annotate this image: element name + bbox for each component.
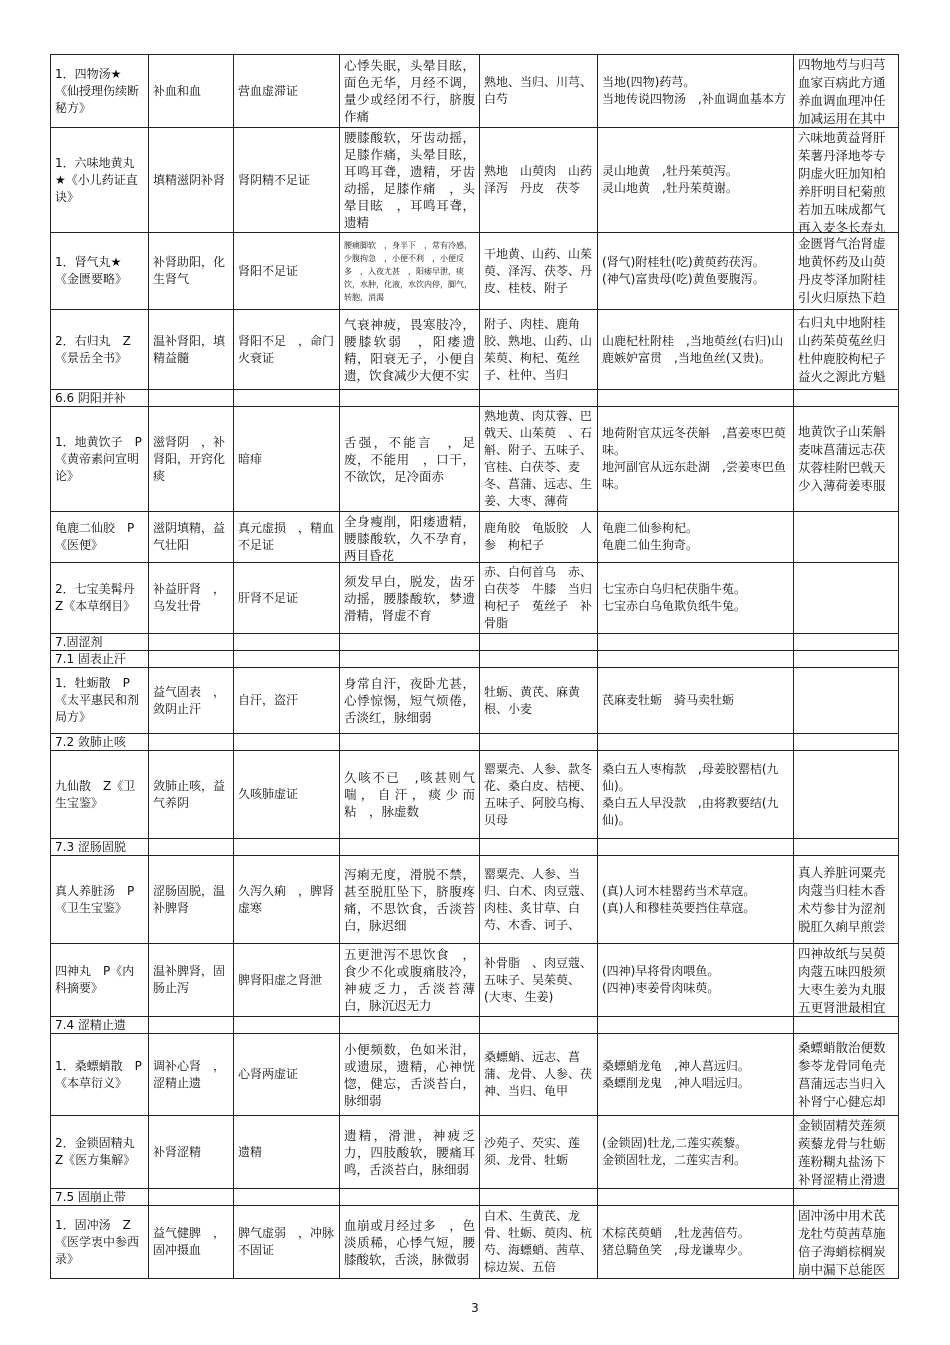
section-row	[51, 734, 899, 751]
empty-cell	[234, 634, 340, 651]
syndrome-cell-text: 心肾两虚证	[238, 1067, 299, 1081]
syndrome-cell-text: 暗痱	[238, 451, 263, 466]
mnemonic-song-cell	[598, 407, 794, 512]
syndrome-cell-text: 肾阳不足证	[238, 263, 299, 278]
mnemonic-song-cell-text: 七宝赤白乌归杞茯脂牛菟。 七宝赤白乌龟欺负纸牛兔。	[602, 582, 747, 613]
verse-cell	[794, 233, 899, 310]
herbs-cell	[480, 1034, 598, 1116]
formula-row	[51, 856, 899, 944]
formula-name-cell	[51, 55, 149, 128]
symptoms-cell-text: 腰痛脚软 ，身半下 ，常有冷感，少腹拘急 ，小便不利 ，小便反多 ，入夜尤甚 ，阳痿早泄，痰饮，水肿，化液，水饮内停，脚气，转胞，消渴	[344, 240, 472, 302]
empty-cell	[234, 1017, 340, 1034]
mnemonic-song-cell	[598, 310, 794, 390]
symptoms-cell-text: 泻痢无度，滑脱不禁，甚至脱肛坠下，脐腹疼痛，不思饮食，舌淡苔白，脉迟细	[344, 866, 475, 933]
syndrome-cell-text: 肝肾不足证	[238, 590, 299, 605]
formula-row	[51, 55, 899, 128]
formula-row	[51, 751, 899, 839]
mnemonic-song-cell-text: 龟鹿二仙参枸杞。 龟鹿二仙生狗奇。	[602, 521, 699, 552]
symptoms-cell-text: 血崩或月经过多 ，色淡质稀，心悸气短，腰膝酸软，舌淡，脉微弱	[344, 1217, 475, 1267]
symptoms-cell	[340, 944, 480, 1017]
function-cell-text: 温补脾肾，固肠止泻	[153, 964, 226, 995]
symptoms-cell-text: 须发早白，脱发，齿牙动摇，腰膝酸软，梦遗滑精，肾虚不育	[344, 573, 475, 623]
empty-cell	[234, 390, 340, 407]
empty-cell	[794, 1017, 899, 1034]
empty-cell	[480, 839, 598, 856]
section-row	[51, 1189, 899, 1206]
symptoms-cell	[340, 512, 480, 563]
symptoms-cell-text: 气衰神疲，畏寒肢冷，腰膝软弱 ，阳痿遗精，阳衰无子，小便自遗，饮食减少大便不实	[344, 316, 475, 383]
empty-cell	[794, 1189, 899, 1206]
syndrome-cell-text: 肾阴精不足证	[238, 172, 311, 187]
herbs-cell-text: 罂粟壳、人参、款冬花、桑白皮、桔梗、五味子、阿胶乌梅、贝母	[484, 761, 593, 827]
empty-cell	[340, 390, 480, 407]
formula-name-cell-text: 1．固冲汤 Z《医学衷中参西录》	[55, 1217, 140, 1266]
syndrome-cell	[234, 563, 340, 634]
symptoms-cell-text: 遗精，滑泄，神疲乏力，四肢酸软，腰痛耳鸣，舌淡苔白，脉细弱	[344, 1127, 475, 1177]
verse-cell	[794, 1206, 899, 1279]
verse-cell-text: 金匮肾气治肾虚地黄怀药及山萸丹皮苓泽加附桂引火归原热下趋	[798, 236, 886, 305]
formula-name-cell	[51, 856, 149, 944]
mnemonic-song-cell-text: 地荷附官苁远冬茯斛 ,菖姜枣巴萸味。 地河副官从远东赴湖 ,尝姜枣巴鱼味。	[602, 426, 786, 491]
formula-name-cell-text: 2．金锁固精丸 Z《医方集解》	[55, 1136, 147, 1167]
empty-cell	[149, 634, 234, 651]
mnemonic-song-cell-text: 术棕芪萸蛸 ,牡龙茜倍芍。 猪总騎鱼笑 ,母龙谦卑少。	[602, 1226, 750, 1257]
mnemonic-song-cell-text: 桑白五人枣梅款 ,母姜胶罂桔(九仙)。 桑白五人早没款 ,由将教要结(九仙)。	[602, 761, 779, 827]
symptoms-cell	[340, 856, 480, 944]
symptoms-cell	[340, 233, 480, 310]
herbs-cell	[480, 1116, 598, 1189]
syndrome-cell	[234, 233, 340, 310]
formula-name-cell	[51, 1034, 149, 1116]
verse-cell-text: 金锁固精芡莲须蒺藜龙骨与牡蛎莲粉糊丸盐汤下补肾涩精止滑遗	[798, 1118, 886, 1187]
formula-row	[51, 563, 899, 634]
empty-cell	[598, 734, 794, 751]
herbs-cell-text: 桑螵蛸、远志、菖蒲、龙骨、人参、茯神、当归、龟甲	[484, 1050, 593, 1098]
formula-table	[50, 54, 899, 1279]
empty-cell	[234, 651, 340, 668]
symptoms-cell-text: 舌强，不能言 ，足废，不能用 ，口干，不欲饮，足冷面赤	[344, 434, 475, 484]
herbs-cell	[480, 512, 598, 563]
verse-cell	[794, 856, 899, 944]
empty-cell	[340, 1189, 480, 1206]
empty-cell	[794, 651, 899, 668]
verse-cell	[794, 944, 899, 1017]
herbs-cell	[480, 1206, 598, 1279]
formula-row	[51, 1116, 899, 1189]
formula-name-cell	[51, 751, 149, 839]
empty-cell	[598, 1017, 794, 1034]
syndrome-cell	[234, 1116, 340, 1189]
empty-cell	[794, 634, 899, 651]
symptoms-cell-text: 五更泄泻不思饮食 ，食少不化或腹痛肢冷，神疲乏力，舌淡苔薄白，脉沉迟无力	[344, 947, 475, 1013]
symptoms-cell	[340, 407, 480, 512]
symptoms-cell-text: 腰膝酸软，牙齿动摇，足膝作痛，头晕目眩，耳鸣耳聋，遗精，牙齿动摇，足膝作痛 ，头晕目眩 ，耳鸣耳聋，遗精	[344, 130, 475, 230]
verse-cell	[794, 512, 899, 563]
formula-name-cell	[51, 128, 149, 233]
mnemonic-song-cell	[598, 1206, 794, 1279]
symptoms-cell-text: 全身瘦削，阳痿遗精，腰膝酸软，久不孕育，两目昏花	[344, 514, 475, 563]
empty-cell	[480, 734, 598, 751]
verse-cell	[794, 751, 899, 839]
formula-name-cell-text: 2．右归丸 Z《景岳全书》	[55, 333, 131, 365]
formula-name-cell-text: 九仙散 Z《卫生宝鉴》	[55, 778, 136, 810]
function-cell-text: 滋阴填精，益气壮阳	[153, 521, 226, 552]
herbs-cell-text: 补骨脂 、肉豆蔻、五味子、吴茱萸、(大枣、生姜)	[484, 955, 593, 1004]
herbs-cell	[480, 310, 598, 390]
formula-name-cell-text: 真人养脏汤 P《卫生宝鉴》	[55, 883, 135, 915]
function-cell-text: 益气固表 ，敛阴止汗	[153, 684, 226, 716]
verse-cell	[794, 563, 899, 634]
section-heading: 7.固涩剂	[51, 634, 149, 651]
formula-row	[51, 407, 899, 512]
syndrome-cell	[234, 944, 340, 1017]
symptoms-cell-text: 心悸失眠，头晕目眩，面色无华，月经不调，量少或经闭不行，脐腹作痛	[344, 58, 475, 124]
herbs-cell	[480, 668, 598, 734]
mnemonic-song-cell-text: 山鹿杞杜附桂 ,当地萸丝(右归)山鹿嫉妒富贯 ,当地鱼丝(又贵)。	[602, 333, 784, 365]
symptoms-cell	[340, 55, 480, 128]
empty-cell	[149, 1017, 234, 1034]
mnemonic-song-cell	[598, 55, 794, 128]
herbs-cell	[480, 233, 598, 310]
function-cell-text: 补益肝肾 ，乌发壮骨	[153, 582, 226, 613]
formula-row	[51, 233, 899, 310]
empty-cell	[234, 1189, 340, 1206]
symptoms-cell	[340, 751, 480, 839]
formula-row	[51, 128, 899, 233]
empty-cell	[480, 1189, 598, 1206]
formula-name-cell	[51, 668, 149, 734]
formula-table-body	[51, 55, 899, 1279]
symptoms-cell	[340, 668, 480, 734]
syndrome-cell-text: 脾肾阳虚之肾泄	[238, 972, 323, 987]
empty-cell	[234, 734, 340, 751]
formula-name-cell-text: 1．桑螵蛸散 P《本草衍义》	[55, 1058, 142, 1090]
empty-cell	[480, 390, 598, 407]
mnemonic-song-cell	[598, 1116, 794, 1189]
function-cell	[149, 1116, 234, 1189]
function-cell	[149, 1206, 234, 1279]
formula-name-cell	[51, 310, 149, 390]
function-cell	[149, 668, 234, 734]
empty-cell	[480, 1017, 598, 1034]
formula-row	[51, 1034, 899, 1116]
verse-cell	[794, 128, 899, 233]
section-heading: 7.4 涩精止遗	[51, 1017, 149, 1034]
verse-cell	[794, 55, 899, 128]
formula-row	[51, 310, 899, 390]
formula-row	[51, 512, 899, 563]
empty-cell	[598, 651, 794, 668]
mnemonic-song-cell	[598, 751, 794, 839]
function-cell-text: 敛肺止咳，益气养阴	[153, 778, 226, 810]
section-row	[51, 1017, 899, 1034]
function-cell	[149, 944, 234, 1017]
formula-name-cell	[51, 944, 149, 1017]
function-cell	[149, 512, 234, 563]
function-cell	[149, 751, 234, 839]
syndrome-cell-text: 真元虚损 ，精血不足证	[238, 521, 335, 552]
herbs-cell-text: 牡蛎、黄芪、麻黄根、小麦	[484, 684, 581, 716]
verse-cell-text: 六味地黄益肾肝茱薯丹泽地苓专阴虚火旺加知柏养肝明目杞菊煎若加五味成都气再入麦冬长寿丸	[798, 130, 886, 235]
function-cell-text: 补血和血	[153, 83, 202, 98]
symptoms-cell-text: 身常自汗，夜卧尤甚，心悸惊惕，短气烦倦，舌淡红，脉细弱	[344, 676, 475, 725]
formula-name-cell-text: 2．七宝美髯丹 Z《本草纲目》	[55, 582, 147, 613]
herbs-cell-text: 罂粟壳、人参、当归、白术、肉豆蔻、肉桂、炙甘草、白芍、木香、诃子、	[484, 866, 593, 932]
mnemonic-song-cell-text: 芪麻麦牡蛎 骑马卖牡蛎	[602, 693, 735, 707]
formula-row	[51, 1206, 899, 1279]
section-row	[51, 839, 899, 856]
function-cell	[149, 310, 234, 390]
verse-cell	[794, 310, 899, 390]
formula-name-cell	[51, 563, 149, 634]
mnemonic-song-cell-text: 当地(四物)药芎。 当地传说四物汤 ,补血调血基本方	[602, 75, 786, 106]
herbs-cell	[480, 407, 598, 512]
syndrome-cell-text: 营血虚滞证	[238, 83, 299, 98]
syndrome-cell	[234, 1034, 340, 1116]
symptoms-cell	[340, 1034, 480, 1116]
empty-cell	[794, 734, 899, 751]
herbs-cell-text: 赤、白何首乌 赤、白茯苓 牛膝 当归 枸杞子 菟丝子 补骨脂	[484, 565, 605, 630]
formula-name-cell	[51, 233, 149, 310]
empty-cell	[149, 839, 234, 856]
mnemonic-song-cell	[598, 512, 794, 563]
herbs-cell-text: 熟地 山萸肉 山药 泽泻 丹皮 茯苓	[484, 164, 605, 195]
symptoms-cell	[340, 128, 480, 233]
mnemonic-song-cell	[598, 563, 794, 634]
mnemonic-song-cell	[598, 1034, 794, 1116]
herbs-cell	[480, 944, 598, 1017]
empty-cell	[598, 390, 794, 407]
mnemonic-song-cell	[598, 944, 794, 1017]
function-cell-text: 调补心肾 ，涩精止遗	[153, 1058, 226, 1090]
function-cell	[149, 55, 234, 128]
section-row	[51, 634, 899, 651]
syndrome-cell	[234, 1206, 340, 1279]
herbs-cell	[480, 751, 598, 839]
page-number: 3	[471, 1301, 479, 1315]
formula-name-cell	[51, 1116, 149, 1189]
verse-cell-text: 桑螵蛸散治便数参苓龙骨同龟壳菖蒲远志当归入补肾宁心健忘却	[798, 1039, 886, 1109]
symptoms-cell-text: 久咳不已 ,咳甚则气喘，自汗，痰少而粘 ，脉虚数	[344, 770, 475, 819]
section-heading: 6.6 阴阳并补	[51, 390, 149, 407]
section-row	[51, 390, 899, 407]
function-cell-text: 益气健脾 ，固冲摄血	[153, 1226, 226, 1257]
mnemonic-song-cell	[598, 233, 794, 310]
verse-cell-text: 四神故纸与吴萸肉蔻五味四般须大枣生姜为丸服五更肾泄最相宜	[798, 946, 886, 1015]
herbs-cell-text: 熟地黄、肉苁蓉、巴戟天、山茱萸 、石斛、附子、五味子、官桂、白茯苓、麦冬、菖蒲、远志、生姜、大枣、薄荷	[484, 409, 593, 508]
formula-name-cell	[51, 512, 149, 563]
empty-cell	[340, 634, 480, 651]
mnemonic-song-cell	[598, 128, 794, 233]
verse-cell-text: 真人养脏诃粟壳肉蔻当归桂木香术芍参甘为涩剂脱肛久痢早煎尝	[798, 864, 886, 934]
function-cell-text: 涩肠固脱，温补脾肾	[153, 883, 226, 915]
verse-cell-text: 地黄饮子山茱斛麦味菖蒲远志茯苁蓉桂附巴戟天少入薄荷姜枣服	[798, 424, 886, 493]
symptoms-cell-text: 小便频数，色如米泔，或遗尿，遗精，心神恍惚，健忘，舌淡苔白，脉细弱	[344, 1041, 475, 1108]
mnemonic-song-cell	[598, 856, 794, 944]
symptoms-cell	[340, 1116, 480, 1189]
formula-name-cell-text: 龟鹿二仙胶 P《医便》	[55, 521, 135, 552]
empty-cell	[794, 390, 899, 407]
formula-name-cell-text: 1．牡蛎散 P《太平惠民和剂局方》	[55, 676, 140, 724]
symptoms-cell	[340, 310, 480, 390]
formula-name-cell-text: 1．肾气丸★《金匮要略》	[55, 255, 128, 286]
formula-name-cell-text: 1．六味地黄丸★《小儿药证直诀》	[55, 155, 138, 204]
empty-cell	[340, 839, 480, 856]
herbs-cell	[480, 128, 605, 233]
mnemonic-song-cell-text: (四神)早将骨肉喂鱼。 (四神)枣姜骨肉味萸。	[602, 964, 720, 995]
herbs-cell-text: 沙苑子、芡实、莲须、龙骨、牡蛎	[484, 1136, 581, 1167]
empty-cell	[598, 839, 794, 856]
mnemonic-song-cell-text: (金锁固)牡龙,二莲实蒺藜。 金锁固牡龙，二莲实吉利。	[602, 1136, 748, 1167]
verse-cell-text: 右归丸中地附桂山药茱萸菟丝归杜仲鹿胶枸杞子益火之源此方魁	[798, 314, 886, 384]
mnemonic-song-cell-text: 桑螵蛸龙龟 ,神人菖远归。 桑螵削龙鬼 ,神人唱远归。	[602, 1058, 750, 1090]
herbs-cell-text: 熟地、当归、川芎、白芍	[484, 75, 593, 106]
empty-cell	[149, 390, 234, 407]
verse-cell-text: 四物地芍与归芎血家百病此方通养血调血理冲任加减运用在其中	[798, 57, 886, 126]
herbs-cell-text: 附子、肉桂、鹿角胶、熟地、山药、山茱萸、枸杞、菟丝子、杜仲、当归	[484, 316, 593, 382]
syndrome-cell-text: 脾气虚弱 ，冲脉不固证	[238, 1226, 335, 1257]
verse-cell	[794, 668, 899, 734]
herbs-cell-text: 鹿角胶 龟版胶 人参 枸杞子	[484, 521, 593, 552]
section-heading: 7.3 涩肠固脱	[51, 839, 149, 856]
formula-name-cell	[51, 407, 149, 512]
empty-cell	[794, 839, 899, 856]
herbs-cell	[480, 856, 598, 944]
function-cell	[149, 856, 234, 944]
syndrome-cell-text: 自汗，盗汗	[238, 693, 299, 707]
empty-cell	[149, 1189, 234, 1206]
section-heading: 7.1 固表止汗	[51, 651, 149, 668]
formula-name-cell-text: 1．四物汤★《仙授理伤续断秘方》	[55, 66, 140, 115]
syndrome-cell	[234, 512, 340, 563]
empty-cell	[340, 734, 480, 751]
formula-name-cell-text: 1．地黄饮子 P《黄帝素问宣明论》	[55, 434, 142, 483]
empty-cell	[598, 634, 794, 651]
section-row	[51, 651, 899, 668]
verse-cell	[794, 1034, 899, 1116]
syndrome-cell	[234, 856, 340, 944]
formula-row	[51, 668, 899, 734]
herbs-cell-text: 干地黄、山药、山茱萸、泽泻、茯苓、丹皮、桂枝、附子	[484, 246, 593, 295]
syndrome-cell	[234, 407, 340, 512]
function-cell-text: 补肾助阳，化生肾气	[153, 255, 226, 286]
herbs-cell	[480, 55, 598, 128]
verse-cell-text: 固冲汤中用术芪龙牡芍萸茜草施倍子海蛸棕榈炭崩中漏下总能医	[798, 1208, 886, 1277]
mnemonic-song-cell-text: (真)人诃木桂罂药当术草寇。 (真)人和穆桂英要挡住草寇。	[602, 883, 756, 915]
empty-cell	[234, 839, 340, 856]
syndrome-cell	[234, 751, 340, 839]
empty-cell	[480, 651, 598, 668]
syndrome-cell-text: 遗精	[238, 1144, 263, 1159]
formula-row	[51, 944, 899, 1017]
function-cell-text: 填精滋阴补肾	[153, 172, 226, 187]
empty-cell	[149, 734, 234, 751]
section-heading: 7.2 敛肺止咳	[51, 734, 149, 751]
herbs-cell	[480, 563, 605, 634]
function-cell-text: 补肾涩精	[153, 1144, 202, 1159]
syndrome-cell	[234, 128, 340, 233]
verse-cell	[794, 1116, 899, 1189]
syndrome-cell	[234, 310, 340, 390]
syndrome-cell	[234, 668, 340, 734]
mnemonic-song-cell	[598, 668, 794, 734]
function-cell-text: 滋肾阴 ，补肾阳，开窍化痰	[153, 434, 226, 483]
syndrome-cell-text: 肾阳不足 ，命门火衰证	[238, 333, 335, 365]
function-cell	[149, 233, 234, 310]
syndrome-cell-text: 久泻久痢 ，脾肾虚寒	[238, 883, 335, 915]
function-cell	[149, 407, 234, 512]
empty-cell	[149, 651, 234, 668]
function-cell	[149, 1034, 234, 1116]
empty-cell	[598, 1189, 794, 1206]
symptoms-cell	[340, 1206, 480, 1279]
verse-cell	[794, 407, 899, 512]
mnemonic-song-cell-text: (肾气)附桂牡(吃)黄萸药茯泻。 (神气)富贵母(吃)黄鱼要腹泻。	[602, 255, 765, 286]
symptoms-cell	[340, 563, 480, 634]
function-cell-text: 温补肾阳，填精益髓	[153, 333, 226, 365]
syndrome-cell	[234, 55, 340, 128]
section-heading: 7.5 固崩止带	[51, 1189, 149, 1206]
empty-cell	[340, 1017, 480, 1034]
mnemonic-song-cell-text: 灵山地黄 ,牡丹茱萸泻。 灵山地黄 ,牡丹茱萸谢。	[602, 164, 738, 195]
function-cell	[149, 128, 234, 233]
empty-cell	[340, 651, 480, 668]
formula-name-cell-text: 四神丸 P《内科摘要》	[55, 964, 135, 995]
empty-cell	[480, 634, 598, 651]
formula-name-cell	[51, 1206, 149, 1279]
syndrome-cell-text: 久咳肺虚证	[238, 787, 299, 801]
herbs-cell-text: 白术、生黄芪、龙骨、牡蛎、萸肉、杭芍、海螵蛸、茜草、棕边炭、五倍	[484, 1209, 593, 1274]
function-cell	[149, 563, 234, 634]
